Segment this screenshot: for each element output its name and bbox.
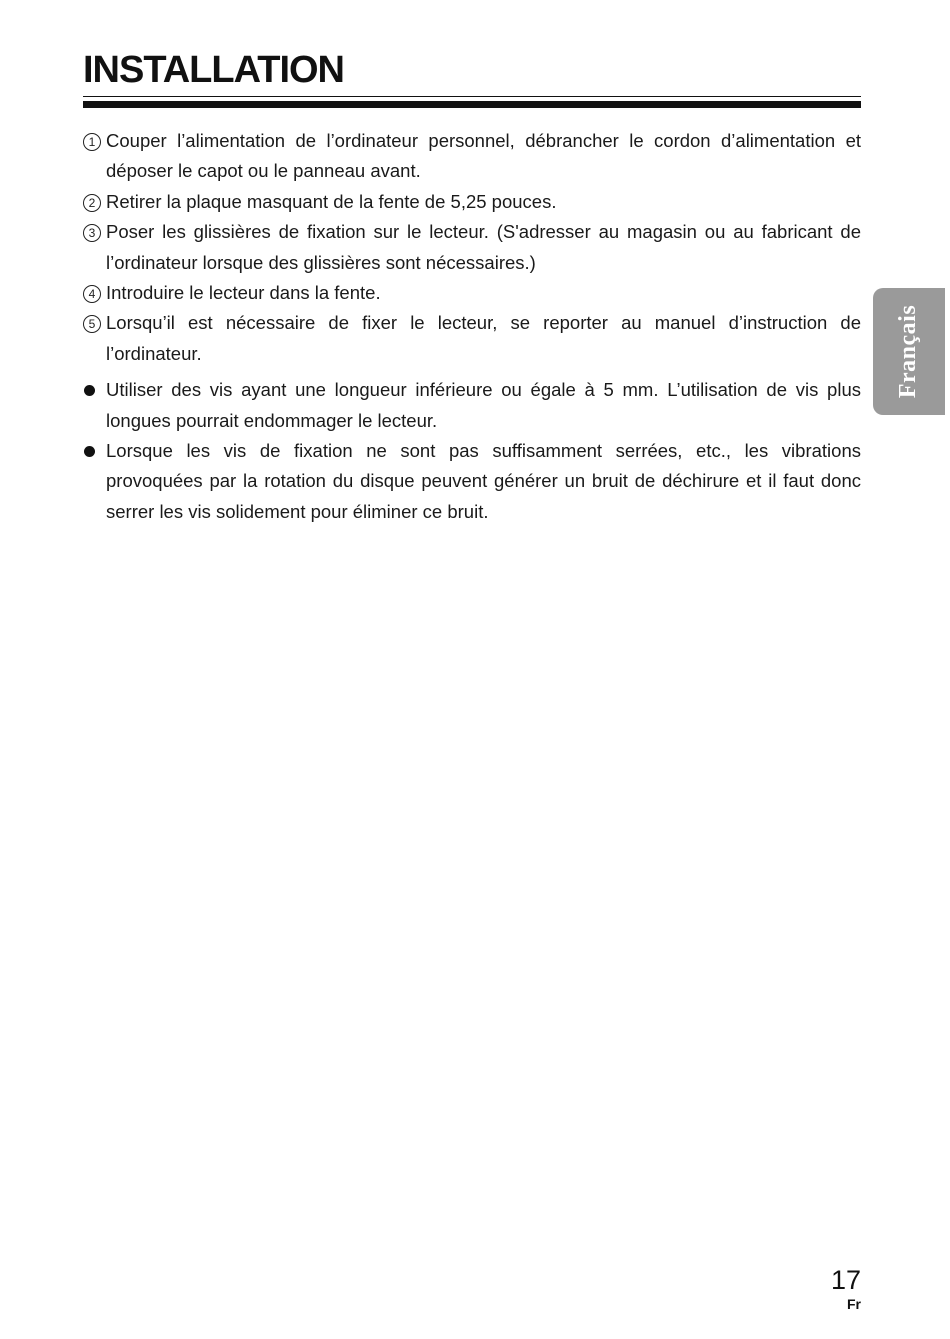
bullet-icon	[84, 385, 95, 396]
step-item	[83, 217, 861, 278]
step-item	[83, 126, 861, 187]
page-title: INSTALLATION	[83, 49, 344, 91]
page-number: 17	[830, 1265, 861, 1295]
step-number: 3	[83, 224, 101, 242]
step-item	[83, 308, 861, 369]
step-item	[83, 187, 861, 217]
note-text: Utiliser des vis ayant une longueur inférieure ou égale à 5 mm. L’utilisation de vis plus longues pourrait endommager le lecteur.	[106, 379, 861, 431]
step-item	[83, 278, 861, 308]
step-number: 1	[83, 133, 101, 151]
installation-steps	[83, 126, 861, 369]
title-rule-thin	[83, 96, 861, 97]
language-tab-label: Français	[895, 304, 922, 399]
bullet-icon	[84, 446, 95, 457]
step-number: 4	[83, 285, 101, 303]
language-tab	[873, 288, 945, 415]
step-text: Introduire le lecteur dans la fente.	[106, 282, 381, 304]
title-rule-thick	[83, 101, 861, 108]
step-text: Couper l’alimentation de l’ordinateur personnel, débrancher le cordon d’alimentation et déposer le capot ou le panneau avant.	[106, 130, 861, 182]
note-item	[83, 375, 861, 436]
main-content	[83, 126, 861, 527]
step-text: Retirer la plaque masquant de la fente de 5,25 pouces.	[106, 190, 557, 212]
note-item	[83, 436, 861, 527]
step-number: 2	[83, 194, 101, 212]
note-text: Lorsque les vis de fixation ne sont pas suffisamment serrées, etc., les vibrations provoquées par la rotation du disque peuvent générer un bruit de déchirure et il faut donc serrer les vis solidement pour éliminer ce bruit.	[106, 440, 861, 522]
installation-notes	[83, 375, 861, 527]
step-text: Poser les glissières de fixation sur le lecteur. (S'adresser au magasin ou au fabricant de l’ordinateur lorsque des glissières sont nécessaires.)	[106, 221, 861, 273]
step-text: Lorsqu’il est nécessaire de fixer le lecteur, se reporter au manuel d’instruction de l’ordinateur.	[106, 312, 861, 364]
step-number: 5	[83, 315, 101, 333]
page-language-code: Fr	[847, 1296, 861, 1312]
